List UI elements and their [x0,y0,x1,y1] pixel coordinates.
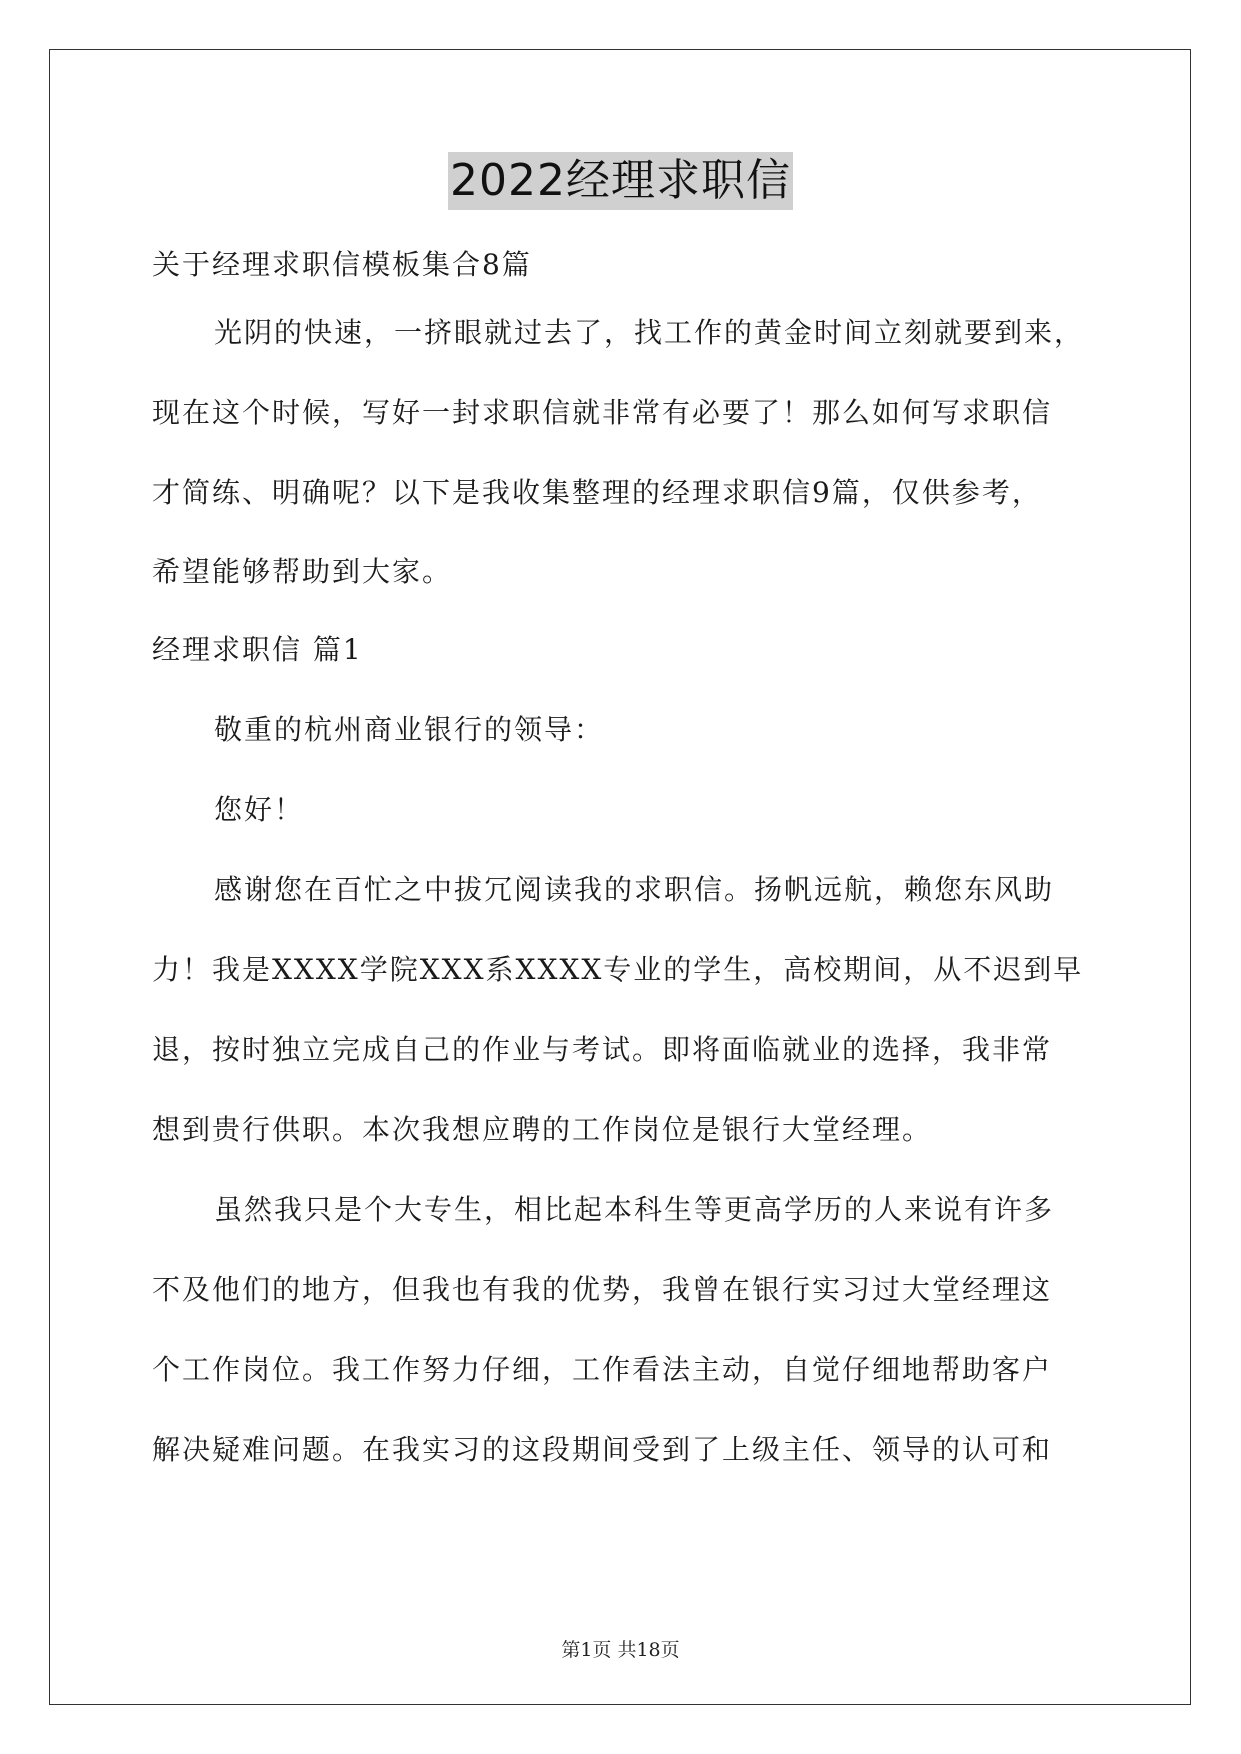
paragraph-line: 感谢您在百忙之中拔冗阅读我的求职信。扬帆远航，赖您东风助 [214,873,1055,906]
paragraph-line: 解决疑难问题。在我实习的这段期间受到了上级主任、领导的认可和 [152,1433,1053,1466]
paragraph-line: 力！我是XXXX学院XXX系XXXX专业的学生，高校期间，从不迟到早 [152,953,1084,986]
paragraph-line: 现在这个时候，写好一封求职信就非常有必要了！那么如何写求职信 [152,396,1053,429]
title-container [0,152,1241,210]
paragraph-line: 希望能够帮助到大家。 [152,555,453,588]
subtitle-line: 关于经理求职信模板集合8篇 [152,248,532,281]
greeting-line: 您好！ [214,793,305,826]
paragraph-line: 虽然我只是个大专生，相比起本科生等更高学历的人来说有许多 [214,1193,1055,1226]
paragraph-line: 个工作岗位。我工作努力仔细，工作看法主动，自觉仔细地帮助客户 [152,1353,1053,1386]
paragraph-line: 光阴的快速，一挤眼就过去了，找工作的黄金时间立刻就要到来， [214,316,1085,349]
salutation-line: 敬重的杭州商业银行的领导： [214,713,605,746]
paragraph-line: 退，按时独立完成自己的作业与考试。即将面临就业的选择，我非常 [152,1033,1053,1066]
page-number-footer: 第1页 共18页 [561,1639,680,1661]
paragraph-line: 才简练、明确呢？以下是我收集整理的经理求职信9篇，仅供参考， [152,476,1042,509]
section-heading: 经理求职信 篇1 [152,633,363,666]
paragraph-line: 想到贵行供职。本次我想应聘的工作岗位是银行大堂经理。 [152,1113,933,1146]
paragraph-line: 不及他们的地方，但我也有我的优势，我曾在银行实习过大堂经理这 [152,1273,1053,1306]
document-title: 2022经理求职信 [448,152,793,210]
